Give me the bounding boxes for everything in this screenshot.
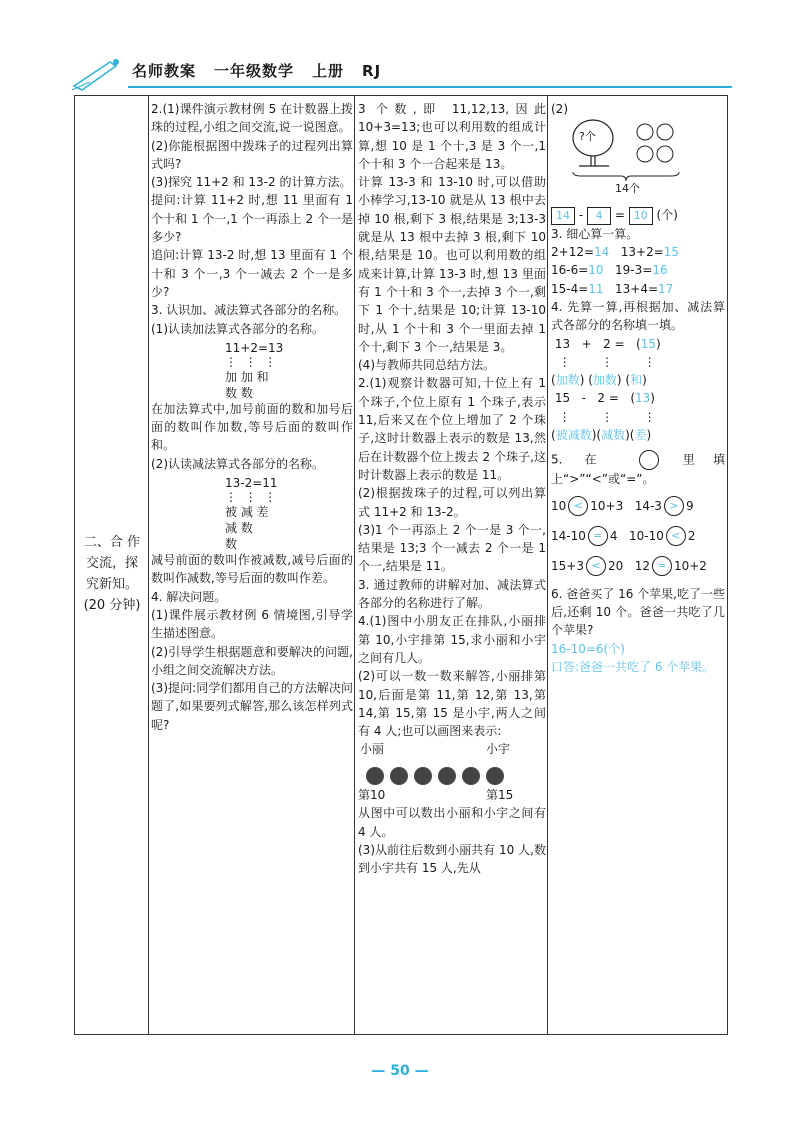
parts-fill-in: 13 + 2 = (15) ⋮ ⋮ ⋮ (加数) (加数) (和) 15 - 2 = (13) ⋮ ⋮ ⋮ (被减数)(减数)(差) [551,336,661,443]
queue-dot [414,767,432,785]
subtraction-parts-diagram: 13-2=11 ⋮ ⋮ ⋮ 被 减 差 减 数 数 [225,476,278,552]
page-number: — 50 — [371,1063,429,1079]
queue-dot [486,767,504,785]
queue-dot [366,767,384,785]
section-label: 二、合 作 交流，探 究新知。 (20 分钟) [83,535,141,613]
queue-dot [438,767,456,785]
queue-dot [390,767,408,785]
header-rule [128,86,732,88]
lesson-table [74,95,728,1035]
queue-diagram: 小丽 小宇 第10 第15 [358,742,514,803]
addition-parts-diagram: 11+2=13 ⋮ ⋮ ⋮ 加 加 和 数 数 [225,340,284,400]
queue-dot [462,767,480,785]
compare-grid: 10 < 10+3 14-3 > 9 14-10 = 4 10-10 < 2 15+3 < 20 12 = 10+2 [551,495,725,577]
header-title: 名师教案 一年级数学 上册 RJ [132,62,382,80]
tree-answer: 14 - 4 = 10 (个) [551,206,725,225]
compare-circle-icon [639,450,659,470]
pencil-logo-icon [70,52,130,92]
exercise-column: (2) ?个 14个 14 - 4 = 10 (个) 3. 细心算一算。 2+12=14 13+2=15 16-6=10 19-3=16 15-4=11 13+4=17 4. 先算一算,再根据加、减法算式各部分的名称填一填。 13 + 2 = (15) ⋮ ⋮ ⋮ (加数) (加数) (和) 15 - 2 = (13) ⋮ ⋮ ⋮ (被减数)(减数)(差) 5. 在 里填上“>”“<”或“=”。 10 < 10+3 14-3 > 9 14-10 = 4 10-10 < 2 15+3 < 20 12 = 10+2 6. 爸爸买了 16 个苹果,吃了一些后,还剩 10 个。爸爸一共吃了几个苹果? 16-10=6(个) 口答:爸爸一共吃了 6 个苹果。 [551,102,725,674]
calc-grid: 2+12=14 13+2=15 16-6=10 19-3=16 15-4=11 13+4=17 [551,245,680,296]
teacher-activity-column: 2.(1)课件演示教材例 5 在计数器上拨珠的过程,小组之间交流,说一说图意。 (2)你能根据图中拨珠子的过程列出算式吗? (3)探究 11+2 和 13-2 的计算方法。 提问:计算 11+2 时,想 11 里面有 1 个十和 1 个一,1 个一再添上 2 个一是多少? 追问:计算 13-2 时,想 13 里面有 1 个十和 3 个一,3 个一减去 2 个一是多少? 3. 认识加、减法算式各部分的名称。 (1)认读加法算式各部分的名称。 11+2=13 ⋮ ⋮ ⋮ 加 加 和 数 数 在加法算式中,加号前面的数和加号后面的数叫作加数,等号后面的数叫作和。 (2)认读减法算式各部分的名称。 13-2=11 ⋮ ⋮ ⋮ 被 减 差 减 数 数 减号前面的数叫作被减数,减号后面的数叫作减数,等号后面的数叫作差。 4. 解决问题。 (1)课件展示教材例 6 情境图,引导学生描述图意。 (2)引导学生根据题意和要解决的问题,小组之间交流解决方法。 (3)提问:同学们都用自己的方法解决问题了,如果要列式解答,那么该怎样列式呢? [151,102,353,732]
apple-tree-diagram: ?个 14个 [551,118,725,192]
page-header [70,52,730,94]
apples-icon [633,120,683,168]
student-activity-column: 3 个数,即 11,12,13,因此 10+3=13;也可以利用数的组成计算,想 10 是 1 个十,3 是 3 个一,1 个十和 3 个一合起来是 13。 计算 13-3 和 13-10 时,可以借助小棒学习,13-10 就是从 13 根中去掉 10 根,剩下 3 根,结果是 3;13-3 就是从 13 根中去掉 3 根,剩下 10 根,结果是 10。也可以利用数的组成来计算,计算 13-3 时,想 13 里面有 1 个十和 3 个一,去掉 3 个一,剩下 1 个十,结果是 10;计算 13-10 时,从 1 个十和 3 个一里面去掉 1 个十,剩下 3 个一,结果是 3。 (4)与教师共同总结方法。 2.(1)观察计数器可知,十位上有 1 个珠子,个位上原有 1 个珠子,表示 11,后来又在个位上增加了 2 个珠子,这时计数器上表示的数是 13,然后在计数器个位上拨去 2 个珠子,这时计数器上表示的数是 11。 (2)根据拨珠子的过程,可以列出算式 11+2 和 13-2。 (3)1 个一再添上 2 个一是 3 个一,结果是 13;3 个一减去 2 个一是 1 个一,结果是 11。 3. 通过教师的讲解对加、减法算式各部分的名称进行了解。 4.(1)图中小朋友正在排队,小丽排第 10,小宇排第 15,求小丽和小宇之间有几人。 (2)可以一数一数来解答,小丽排第 10,后面是第 11,第 12,第 13,第 14,第 15,第 15 是小宇,两人之间有 4 人;也可以画图来表示: 小丽 小宇 第10 第15 从图中可以数出小丽和小宇之间有 4 人。 (3)从前往后数到小丽共有 10 人,数到小宇共有 15 人,先从 [358,102,546,876]
